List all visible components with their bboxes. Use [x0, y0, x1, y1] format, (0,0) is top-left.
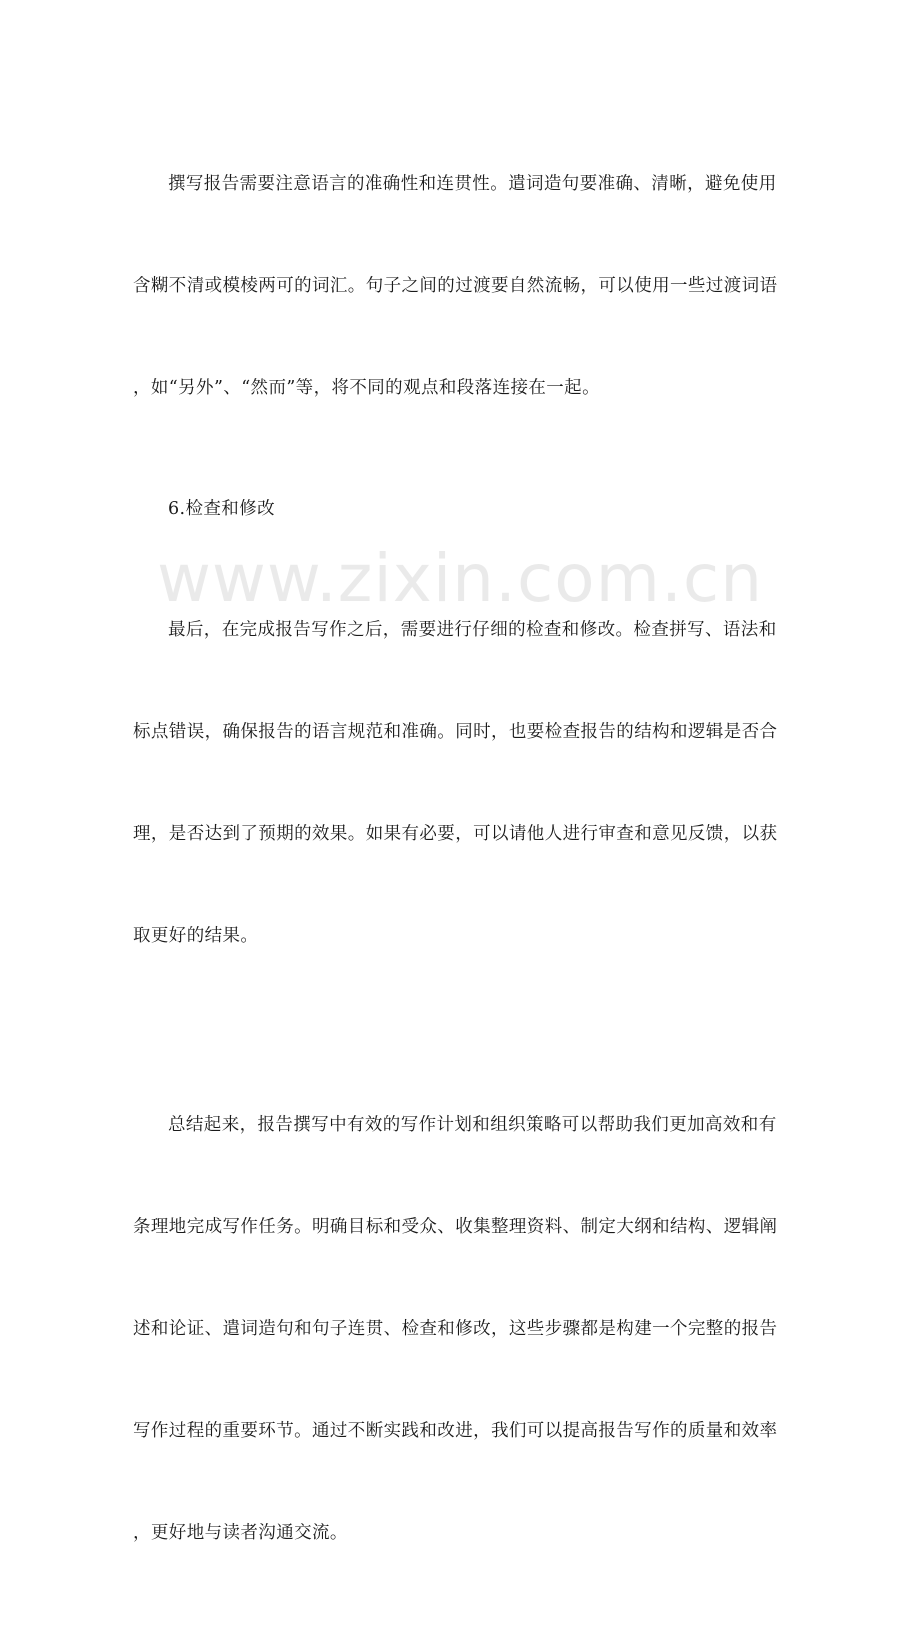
paragraph-line: 最后，在完成报告写作之后，需要进行仔细的检查和修改。检查拼写、语法和 — [168, 620, 777, 640]
paragraph-line: 述和论证、遣词造句和句子连贯、检查和修改，这些步骤都是构建一个完整的报告 — [133, 1319, 778, 1339]
document-body — [133, 99, 789, 1637]
paragraph-line: ，如“另外”、“然而”等，将不同的观点和段落连接在一起。 — [133, 378, 600, 398]
paragraph-line: 标点错误，确保报告的语言规范和准确。同时，也要检查报告的结构和逻辑是否合 — [133, 722, 778, 742]
paragraph-conclusion — [133, 1040, 789, 1618]
section-heading-review: 6.检查和修改 — [168, 499, 275, 519]
paragraph-line: 理，是否达到了预期的效果。如果有必要，可以请他人进行审查和意见反馈，以获 — [133, 824, 778, 844]
paragraph-line: 撰写报告需要注意语言的准确性和连贯性。遣词造句要准确、清晰，避免使用 — [168, 174, 777, 194]
paragraph-line: 总结起来，报告撰写中有效的写作计划和组织策略可以帮助我们更加高效和有 — [168, 1115, 777, 1135]
paragraph-line: 取更好的结果。 — [133, 926, 259, 946]
paragraph-review-revise — [133, 545, 789, 1021]
paragraph-language-accuracy — [133, 99, 789, 473]
watermark: www.zixin.com.cn — [156, 540, 764, 617]
paragraph-line: ，更好地与读者沟通交流。 — [133, 1523, 348, 1543]
paragraph-line: 条理地完成写作任务。明确目标和受众、收集整理资料、制定大纲和结构、逻辑阐 — [133, 1217, 778, 1237]
paragraph-line: 含糊不清或模棱两可的词汇。句子之间的过渡要自然流畅，可以使用一些过渡词语 — [133, 276, 778, 296]
paragraph-line: 写作过程的重要环节。通过不断实践和改进，我们可以提高报告写作的质量和效率 — [133, 1421, 778, 1441]
